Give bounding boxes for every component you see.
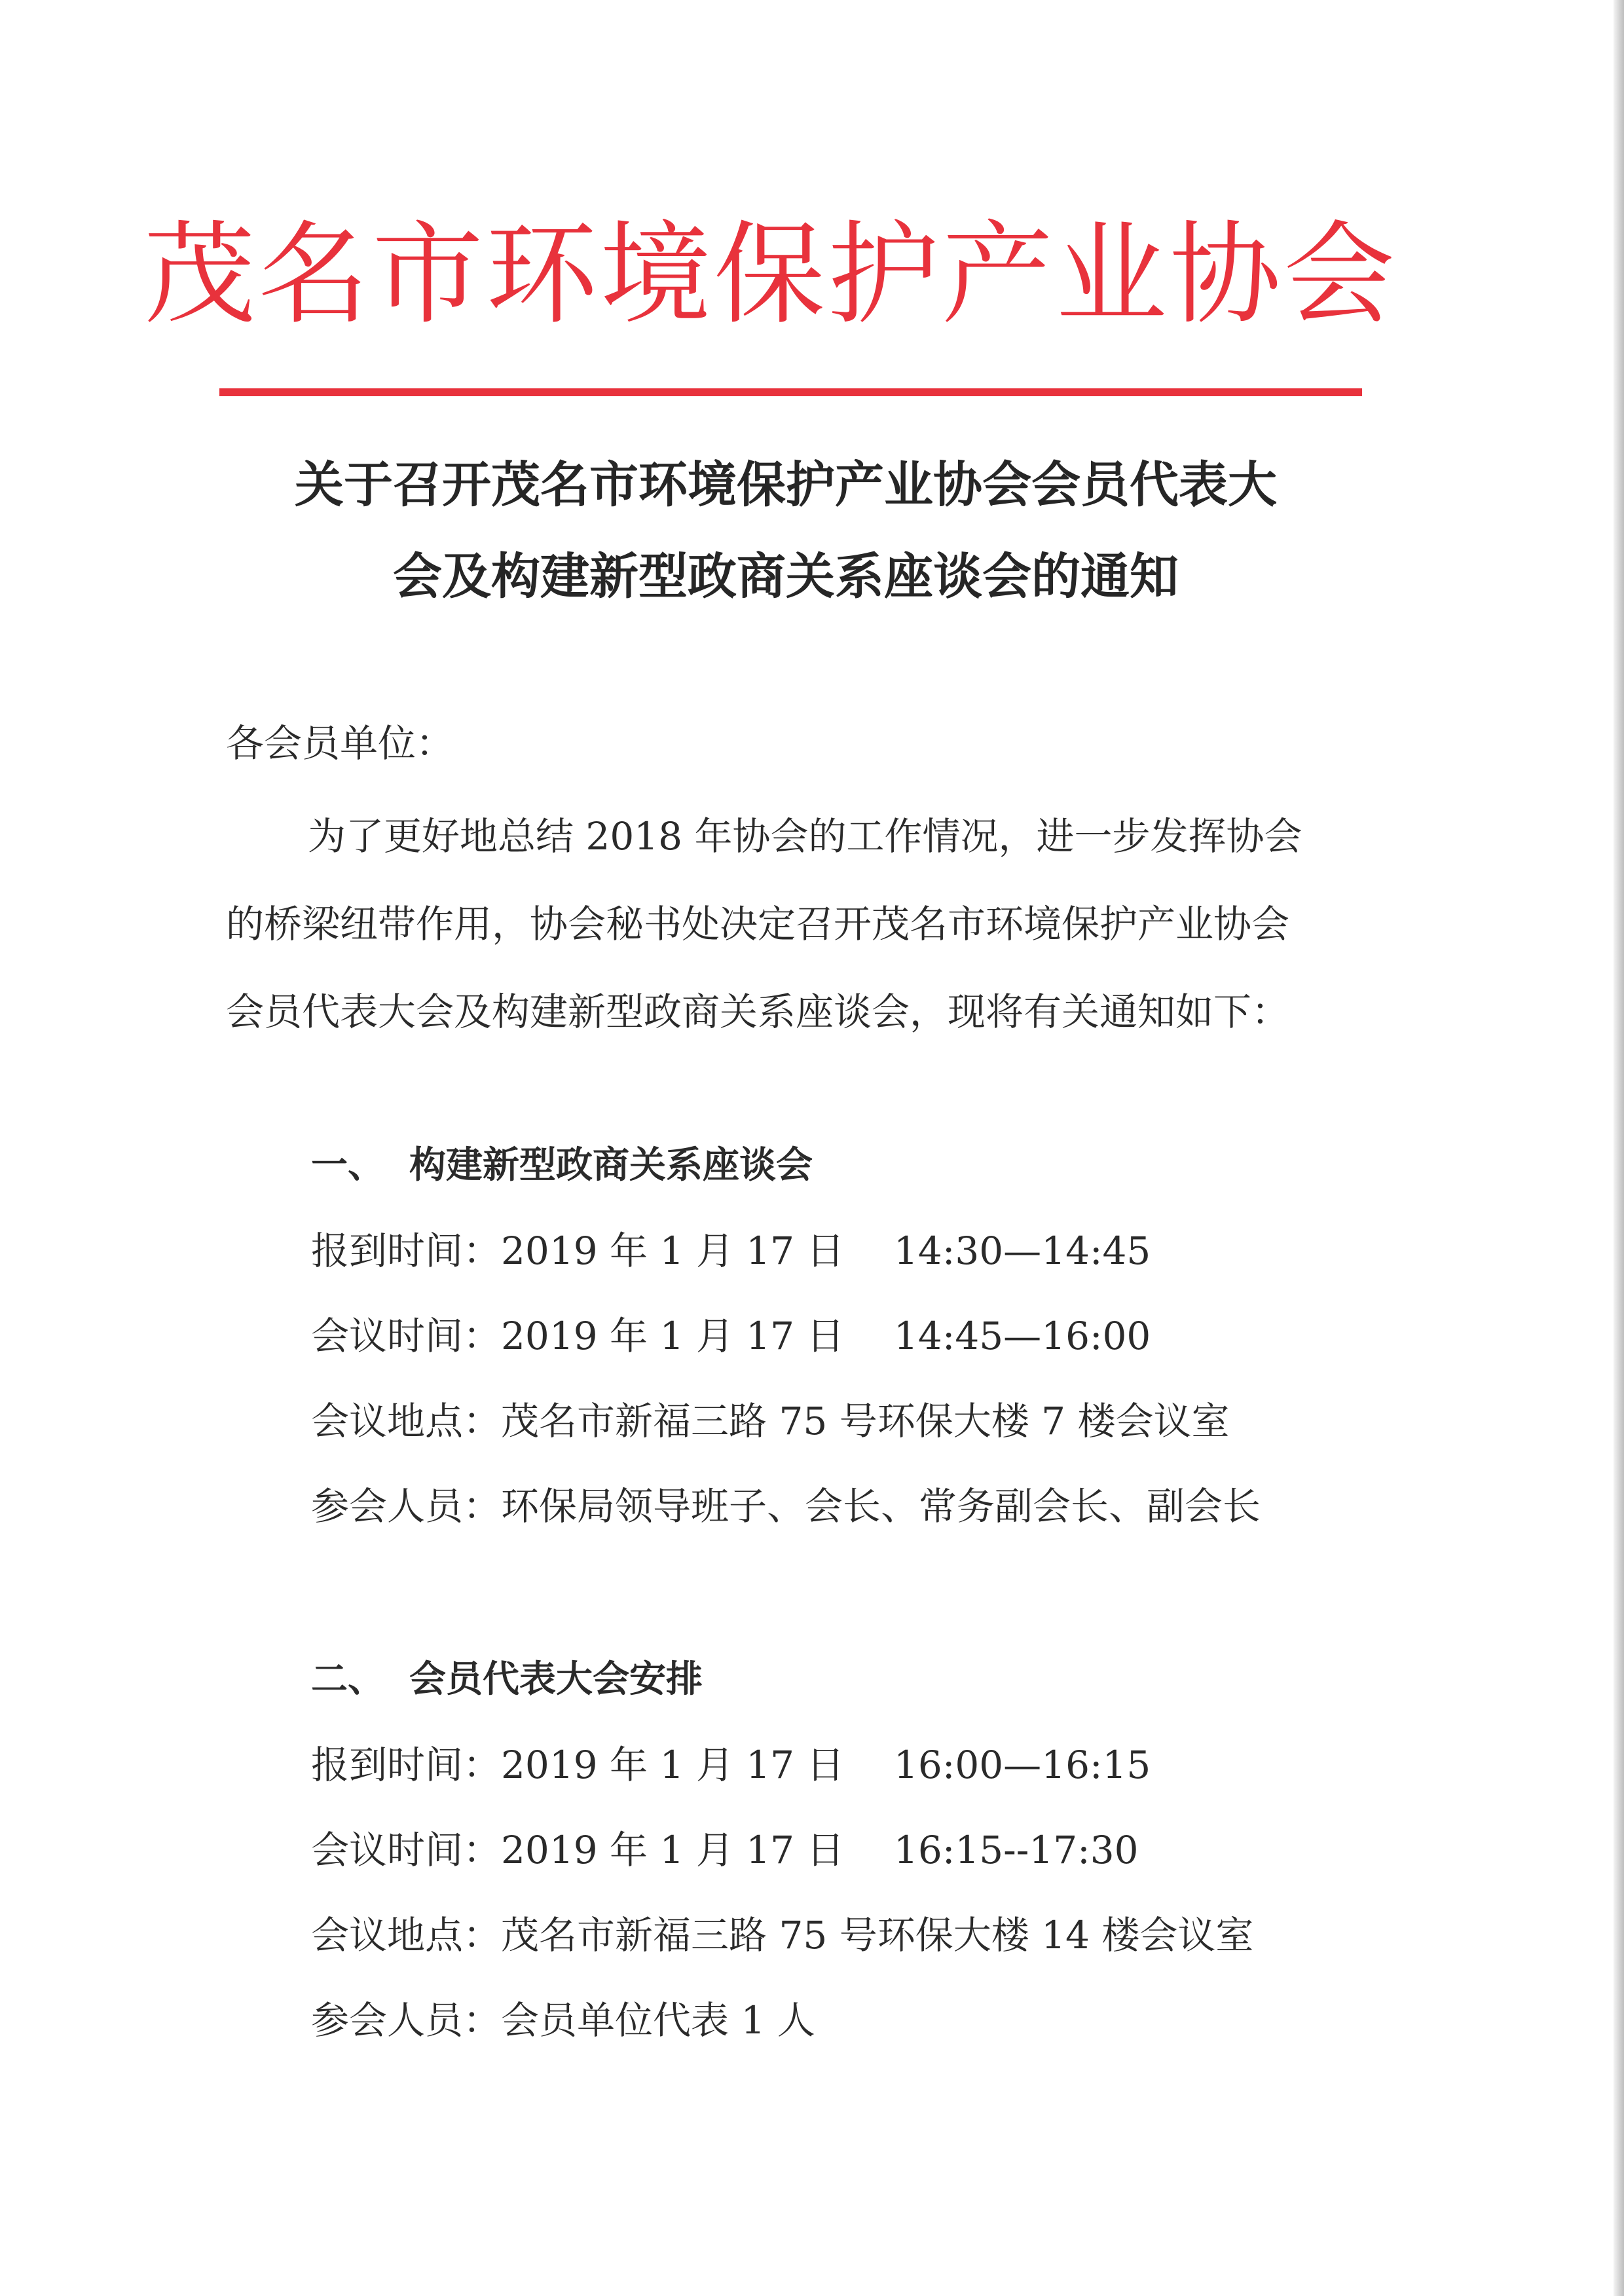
section-title: 构建新型政商关系座谈会 [409, 1144, 813, 1187]
meeting-date: 2019 年 1 月 17 日 [501, 1314, 845, 1358]
attendees-label: 参会人员： [311, 1484, 502, 1528]
intro-line-2: 的桥梁纽带作用，协会秘书处决定召开茂名市环境保护产业协会 [226, 902, 1290, 946]
location-label: 会议地点： [311, 1913, 502, 1957]
meeting-label: 会议时间： [311, 1314, 502, 1358]
letterhead-org-name: 茂名市环境保护产业协会 [144, 210, 1398, 340]
section-heading [311, 1647, 1424, 1732]
meeting-time-row [311, 1817, 1424, 1902]
intro-line-3: 会员代表大会及构建新型政商关系座谈会，现将有关通知如下： [226, 990, 1290, 1034]
intro-line-1: 为了更好地总结 2018 年协会的工作情况，进一步发挥协会 [308, 814, 1302, 859]
location-label: 会议地点： [311, 1399, 502, 1443]
notice-title [196, 439, 1375, 622]
location-row [311, 1388, 1424, 1473]
checkin-date: 2019 年 1 月 17 日 [501, 1743, 845, 1787]
location-row [311, 1902, 1424, 1988]
salutation: 各会员单位： [226, 721, 454, 766]
meeting-time: 14:45—16:00 [894, 1314, 1151, 1358]
attendees-value: 会员单位代表 1 人 [501, 1998, 815, 2043]
attendees-row [311, 1473, 1424, 1559]
checkin-label: 报到时间： [311, 1743, 502, 1787]
attendees-value: 环保局领导班子、会长、常务副会长、副会长 [501, 1484, 1261, 1528]
attendees-row [311, 1988, 1424, 2073]
notice-title-line-1: 关于召开茂名市环境保护产业协会会员代表大 [294, 456, 1277, 513]
section-number: 一、 [311, 1144, 384, 1187]
checkin-date: 2019 年 1 月 17 日 [501, 1229, 845, 1273]
meeting-date: 2019 年 1 月 17 日 [501, 1828, 845, 1872]
section-heading [311, 1133, 1424, 1218]
section-forum [311, 1133, 1424, 1559]
checkin-time: 16:00—16:15 [894, 1743, 1151, 1787]
meeting-time-row [311, 1303, 1424, 1388]
location-value: 茂名市新福三路 75 号环保大楼 14 楼会议室 [501, 1913, 1254, 1957]
meeting-time: 16:15--17:30 [894, 1828, 1139, 1872]
location-value: 茂名市新福三路 75 号环保大楼 7 楼会议室 [501, 1399, 1230, 1443]
meeting-label: 会议时间： [311, 1828, 502, 1872]
intro-paragraph [226, 792, 1372, 1056]
notice-title-line-2: 会及构建新型政商关系座谈会的通知 [392, 547, 1179, 605]
section-title: 会员代表大会安排 [409, 1658, 703, 1701]
checkin-time-row [311, 1732, 1424, 1817]
checkin-time: 14:30—14:45 [894, 1229, 1151, 1273]
section-members-assembly [311, 1647, 1424, 2073]
scan-edge-shadow [1614, 0, 1624, 2296]
checkin-time-row [311, 1218, 1424, 1303]
section-number: 二、 [311, 1658, 384, 1701]
attendees-label: 参会人员： [311, 1998, 502, 2043]
checkin-label: 报到时间： [311, 1229, 502, 1273]
letterhead-red-rule [219, 388, 1362, 396]
